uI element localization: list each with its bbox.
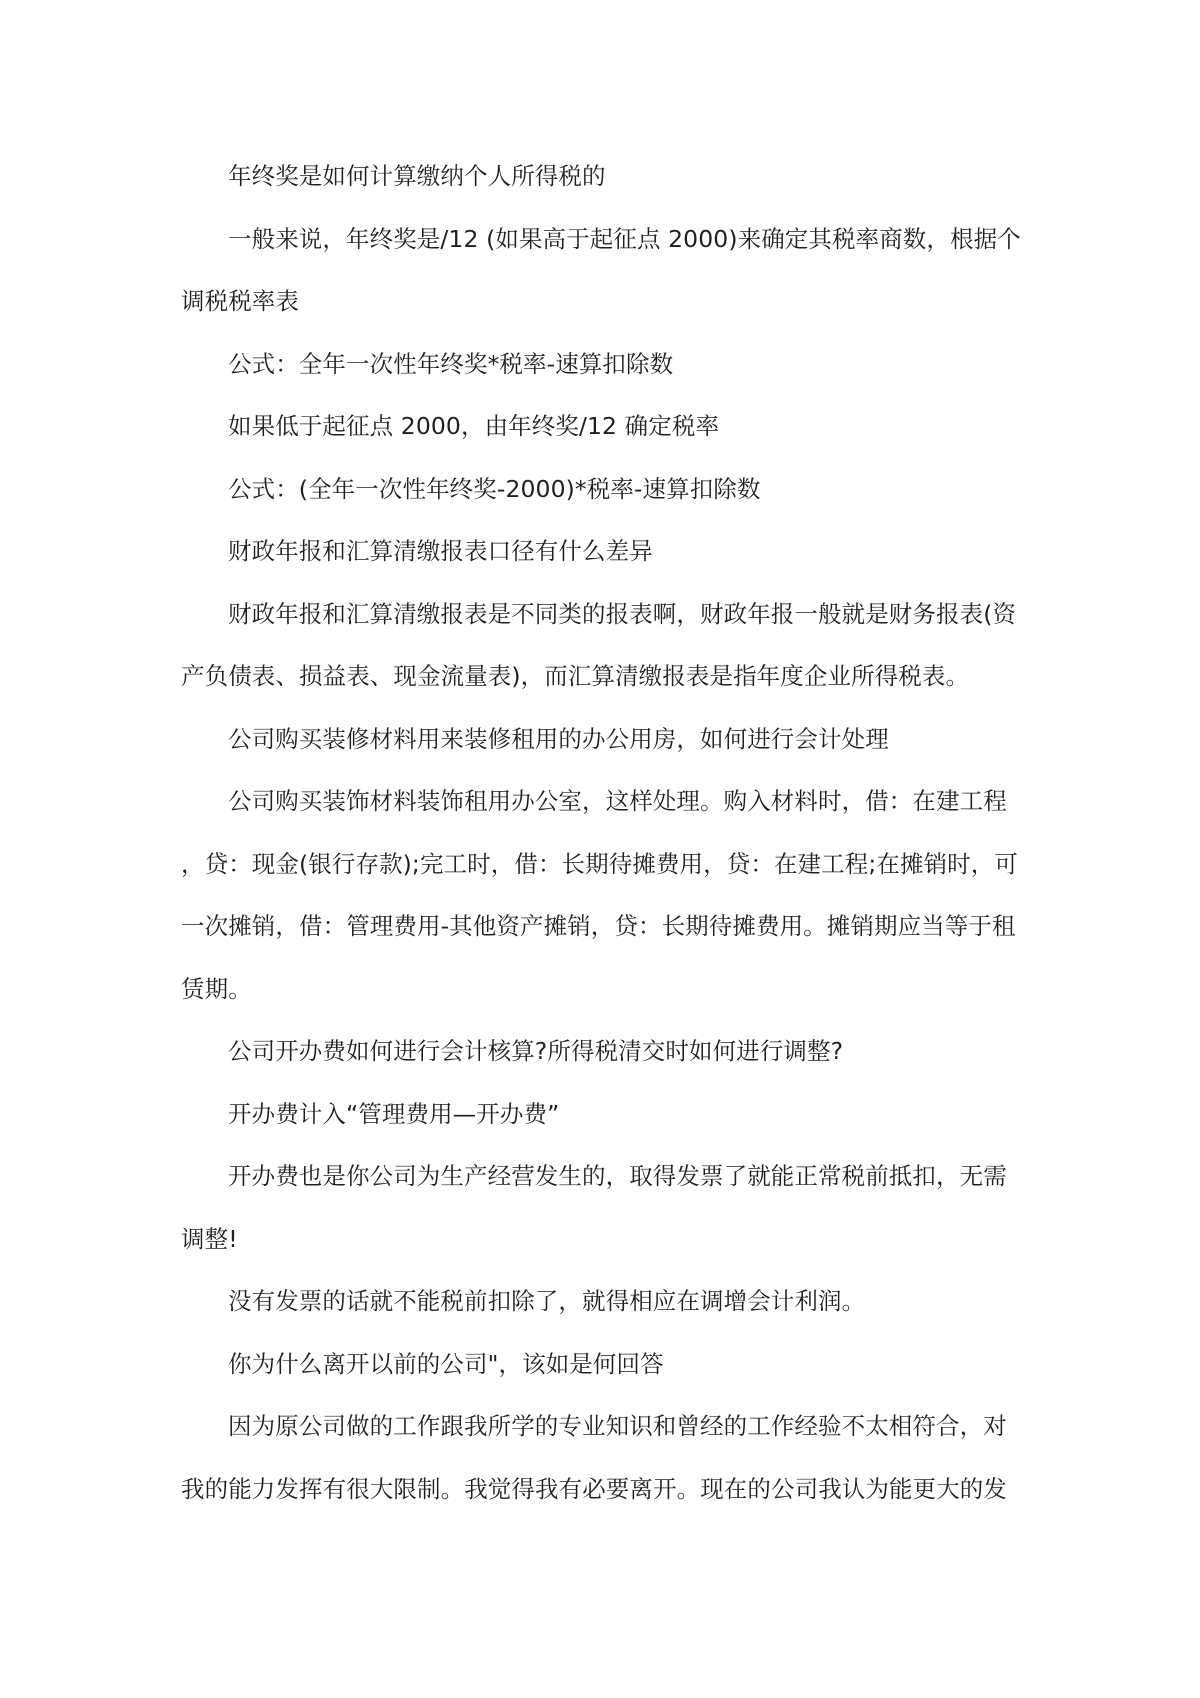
document-body <box>181 145 1027 1520</box>
paragraph-startup-costs-account: 开办费计入“管理费用—开办费” <box>228 1099 560 1128</box>
heading-year-end-bonus-tax: 年终奖是如何计算缴纳个人所得税的 <box>228 162 606 190</box>
paragraph-formula-below-threshold: 公式：(全年一次性年终奖-2000)*税率-速算扣除数 <box>228 474 761 503</box>
paragraph-startup-costs-deduction: 开办费也是你公司为生产经营发生的，取得发票了就能正常税前抵扣，无需调整! <box>181 1162 1007 1253</box>
heading-fiscal-report-difference: 财政年报和汇算清缴报表口径有什么差异 <box>228 537 653 565</box>
paragraph-bonus-rate-basis: 一般来说，年终奖是/12 (如果高于起征点 2000)来确定其税率商数，根据个调税税率表 <box>181 224 1021 315</box>
paragraph-why-leave-answer: 因为原公司做的工作跟我所学的专业知识和曾经的工作经验不太相符合，对我的能力发挥有很大限制。我觉得我有必要离开。现在的公司我认为能更大的发 <box>181 1412 1007 1503</box>
heading-renovation-accounting: 公司购买装修材料用来装修租用的办公用房，如何进行会计处理 <box>228 724 889 753</box>
paragraph-no-invoice: 没有发票的话就不能税前扣除了，就得相应在调增会计利润。 <box>228 1287 866 1315</box>
paragraph-formula-above-threshold: 公式：全年一次性年终奖*税率-速算扣除数 <box>228 349 674 378</box>
heading-startup-costs: 公司开办费如何进行会计核算?所得税清交时如何进行调整? <box>228 1037 844 1065</box>
heading-why-leave: 你为什么离开以前的公司"，该如是何回答 <box>228 1349 664 1378</box>
paragraph-fiscal-report-answer: 财政年报和汇算清缴报表是不同类的报表啊，财政年报一般就是财务报表(资产负债表、损益表、现金流量表)，而汇算清缴报表是指年度企业所得税表。 <box>181 599 1017 690</box>
paragraph-below-threshold: 如果低于起征点 2000，由年终奖/12 确定税率 <box>228 412 720 440</box>
paragraph-renovation-answer: 公司购买装饰材料装饰租用办公室，这样处理。购入材料时，借：在建工程，贷：现金(银行存款);完工时，借：长期待摊费用，贷：在建工程;在摊销时，可一次摊销，借：管理费用-其他资产摊销，贷：长期待摊费用。摊销期应当等于租赁期。 <box>181 787 1018 1003</box>
